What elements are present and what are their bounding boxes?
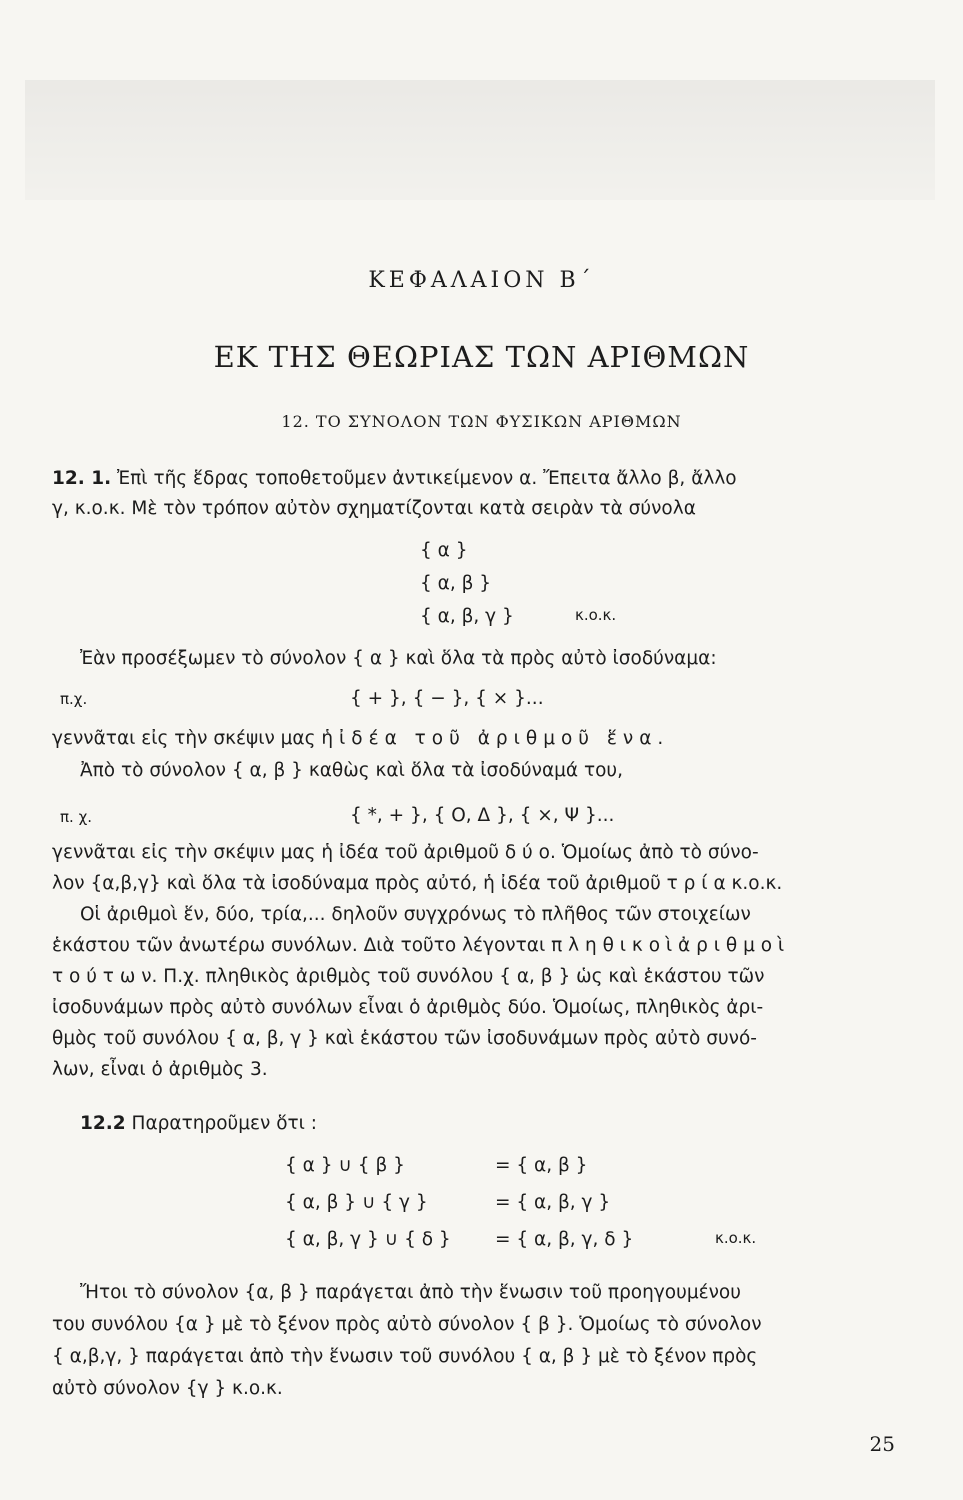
paragraph-4-line-2: ἑκάστου τῶν ἀνωτέρω συνόλων. Διὰ τοῦτο λέγονται π λ η θ ι κ ο ὶ ἀ ρ ι θ μ ο ὶ [52,935,785,956]
paragraph-number: 12. 1. [52,468,112,489]
paragraph-3-line-3: γεννᾶται εἰς τὴν σκέψιν μας ἡ ἰδέα τοῦ ἀριθμοῦ δ ύ ο. Ὁμοίως ἀπὸ τὸ σύνο- [52,842,759,863]
text: Παρατηροῦμεν ὅτι : [131,1113,318,1134]
example-label-2: π. χ. [60,808,92,826]
union-row-3-left: { α, β, γ } ∪ { δ } [285,1229,451,1250]
etc-label: κ.ο.κ. [575,606,617,624]
chapter-title: ΕΚ ΤΗΣ ΘΕΩΡΙΑΣ ΤΩΝ ΑΡΙΘΜΩΝ [213,340,750,374]
chapter-heading: ΚΕΦΑΛΑΙΟΝ Β΄ [368,268,595,293]
set-alpha: { α } [420,540,468,561]
text: γεννᾶται εἰς τὴν σκέψιν μας ἡ [52,728,334,749]
paragraph-6-line-2: του συνόλου {α } μὲ τὸ ξένον πρὸς αὐτὸ σύνολον { β }. Ὁμοίως τὸ σύνολον [52,1314,762,1335]
paragraph-4-line-5: θμὸς τοῦ συνόλου { α, β, γ } καὶ ἑκάστου τῶν ἰσοδυνάμων πρὸς αὐτὸ συνό- [52,1028,757,1049]
etc-label-2: κ.ο.κ. [715,1229,757,1247]
union-row-2-left: { α, β } ∪ { γ } [285,1192,428,1213]
paragraph-4-line-1: Οἱ ἀριθμοὶ ἕν, δύο, τρία,... δηλοῦν συγχρόνως τὸ πλῆθος τῶν στοιχείων [80,904,751,925]
paragraph-12-2-line-1 [80,1113,317,1134]
paragraph-6-line-4: αὐτὸ σύνολον {γ } κ.ο.κ. [52,1378,283,1399]
paragraph-6-line-3: { α,β,γ, } παράγεται ἀπὸ τὴν ἕνωσιν τοῦ συνόλου { α, β } μὲ τὸ ξένον πρὸς [52,1346,758,1367]
set-alpha-beta-gamma: { α, β, γ } [420,606,514,627]
paragraph-12-1-line-2: γ, κ.ο.κ. Μὲ τὸν τρόπον αὐτὸν σχηματίζονται κατὰ σειρὰν τὰ σύνολα [52,498,696,519]
paragraph-3-line-1: Ἀπὸ τὸ σύνολον { α, β } καθὼς καὶ ὅλα τὰ ἰσοδύναμά του, [80,760,624,781]
example-sets-one: { + }, { − }, { × }... [350,688,544,709]
bleed-through-text-area [25,80,935,200]
text: Ἐπὶ τῆς ἕδρας τοποθετοῦμεν ἀντικείμενον α. Ἔπειτα ἄλλο β, ἄλλο [117,468,737,489]
emphasis: ἰδέα τοῦ ἀριθμοῦ ἕνα. [339,728,670,749]
set-alpha-beta: { α, β } [420,573,492,594]
union-row-2-right: = { α, β, γ } [495,1192,611,1213]
paragraph-2-line-3 [52,728,669,749]
paragraph-4-line-6: λων, εἶναι ὁ ἀριθμὸς 3. [52,1059,268,1080]
union-row-3-right: = { α, β, γ, δ } [495,1229,634,1250]
union-row-1-right: = { α, β } [495,1155,588,1176]
paragraph-12-1-line-1 [52,468,737,489]
example-label: π.χ. [60,690,88,708]
paragraph-3-line-4: λον {α,β,γ} καὶ ὅλα τὰ ἰσοδύναμα πρὸς αὐτό, ἡ ἰδέα τοῦ ἀριθμοῦ τ ρ ί α κ.ο.κ. [52,873,783,894]
paragraph-4-line-4: ἰσοδυνάμων πρὸς αὐτὸ συνόλων εἶναι ὁ ἀριθμὸς δύο. Ὁμοίως, πληθικὸς ἀρι- [52,997,764,1018]
page-number: 25 [869,1432,895,1456]
paragraph-number: 12.2 [80,1113,126,1134]
example-sets-two: { *, + }, { Ο, Δ }, { ×, Ψ }... [350,805,615,826]
paragraph-4-line-3: τ ο ύ τ ω ν. Π.χ. πληθικὸς ἀριθμὸς τοῦ συνόλου { α, β } ὡς καὶ ἑκάστου τῶν [52,966,765,987]
paragraph-2-line-1: Ἐὰν προσέξωμεν τὸ σύνολον { α } καὶ ὅλα τὰ πρὸς αὐτὸ ἰσοδύναμα: [80,648,717,669]
paragraph-6-line-1: Ἤτοι τὸ σύνολον {α, β } παράγεται ἀπὸ τὴν ἕνωσιν τοῦ προηγουμένου [80,1282,741,1303]
section-heading: 12. ΤΟ ΣΥΝΟΛΟΝ ΤΩΝ ΦΥΣΙΚΩΝ ΑΡΙΘΜΩΝ [281,412,682,431]
union-row-1-left: { α } ∪ { β } [285,1155,405,1176]
